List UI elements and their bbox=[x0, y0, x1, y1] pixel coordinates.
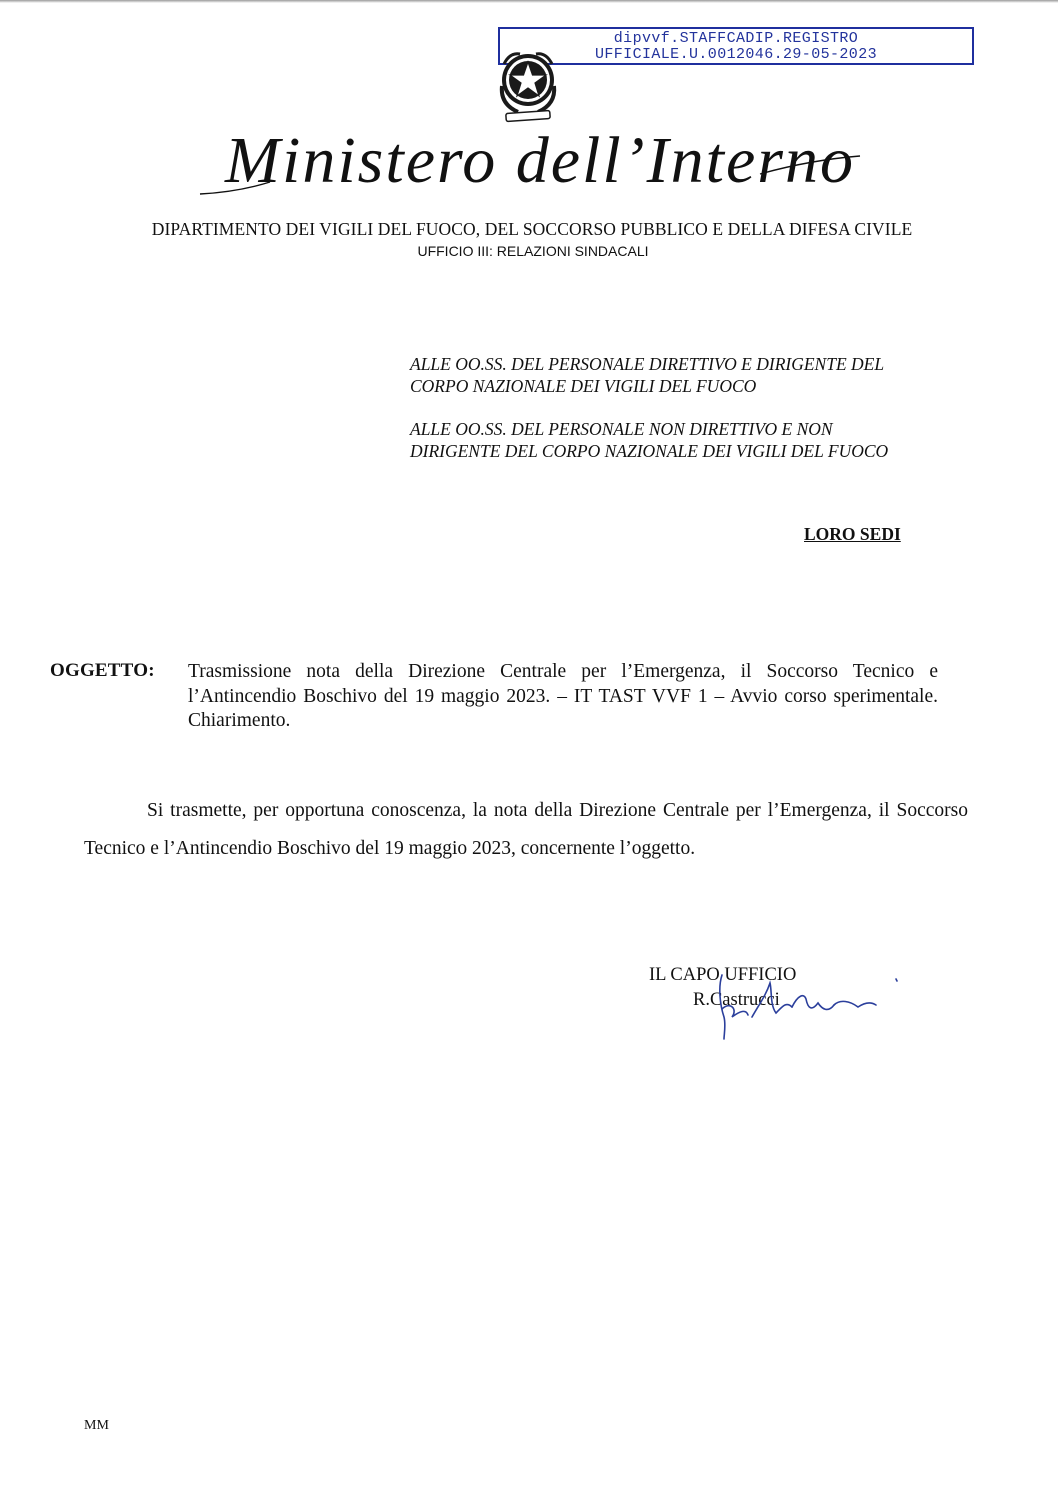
recipient-line: ALLE OO.SS. DEL PERSONALE NON DIRETTIVO E NON bbox=[410, 419, 833, 439]
italian-republic-emblem-icon bbox=[490, 42, 566, 126]
ministry-title-text: Ministero dell’Interno bbox=[225, 124, 855, 197]
signature-name: R.Castrucci bbox=[693, 990, 780, 1010]
body-paragraph: Si trasmette, per opportuna conoscenza, la nota della Direzione Centrale per l’Emergenza, il Soccorso Tecnico e l’Antincendio Boschivo del 19 maggio 2023, concernente l’oggetto. bbox=[84, 800, 968, 859]
recipient-block bbox=[410, 418, 1010, 462]
scan-top-edge bbox=[0, 0, 1058, 3]
recipient-line: CORPO NAZIONALE DEI VIGILI DEL FUOCO bbox=[410, 376, 757, 396]
recipient-line: DIRIGENTE DEL CORPO NAZIONALE DEI VIGILI DEL FUOCO bbox=[410, 441, 889, 461]
protocol-stamp-line-1: dipvvf.STAFFCADIP.REGISTRO bbox=[613, 30, 859, 47]
subject-label: OGGETTO: bbox=[50, 660, 155, 681]
recipient-line: ALLE OO.SS. DEL PERSONALE DIRETTIVO E DIRIGENTE DEL bbox=[410, 354, 885, 374]
handwritten-signature bbox=[700, 965, 900, 1045]
author-initials: MM bbox=[84, 1418, 109, 1433]
ministry-title bbox=[120, 120, 940, 212]
signature-role: IL CAPO UFFICIO bbox=[649, 965, 797, 985]
department-heading: DIPARTIMENTO DEI VIGILI DEL FUOCO, DEL SOCCORSO PUBBLICO E DELLA DIFESA CIVILE bbox=[151, 219, 913, 239]
protocol-stamp-line-2: UFFICIALE.U.0012046.29-05-2023 bbox=[594, 46, 878, 63]
office-heading: UFFICIO III: RELAZIONI SINDACALI bbox=[417, 243, 649, 259]
recipient-block bbox=[410, 353, 1010, 397]
protocol-stamp bbox=[498, 27, 974, 65]
loro-sedi-label: LORO SEDI bbox=[804, 524, 901, 544]
subject-text: Trasmissione nota della Direzione Centrale per l’Emergenza, il Soccorso Tecnico e l’Antincendio Boschivo del 19 maggio 2023. – IT TAST VVF 1 – Avvio corso sperimentale. Chiarimento. bbox=[188, 661, 938, 731]
